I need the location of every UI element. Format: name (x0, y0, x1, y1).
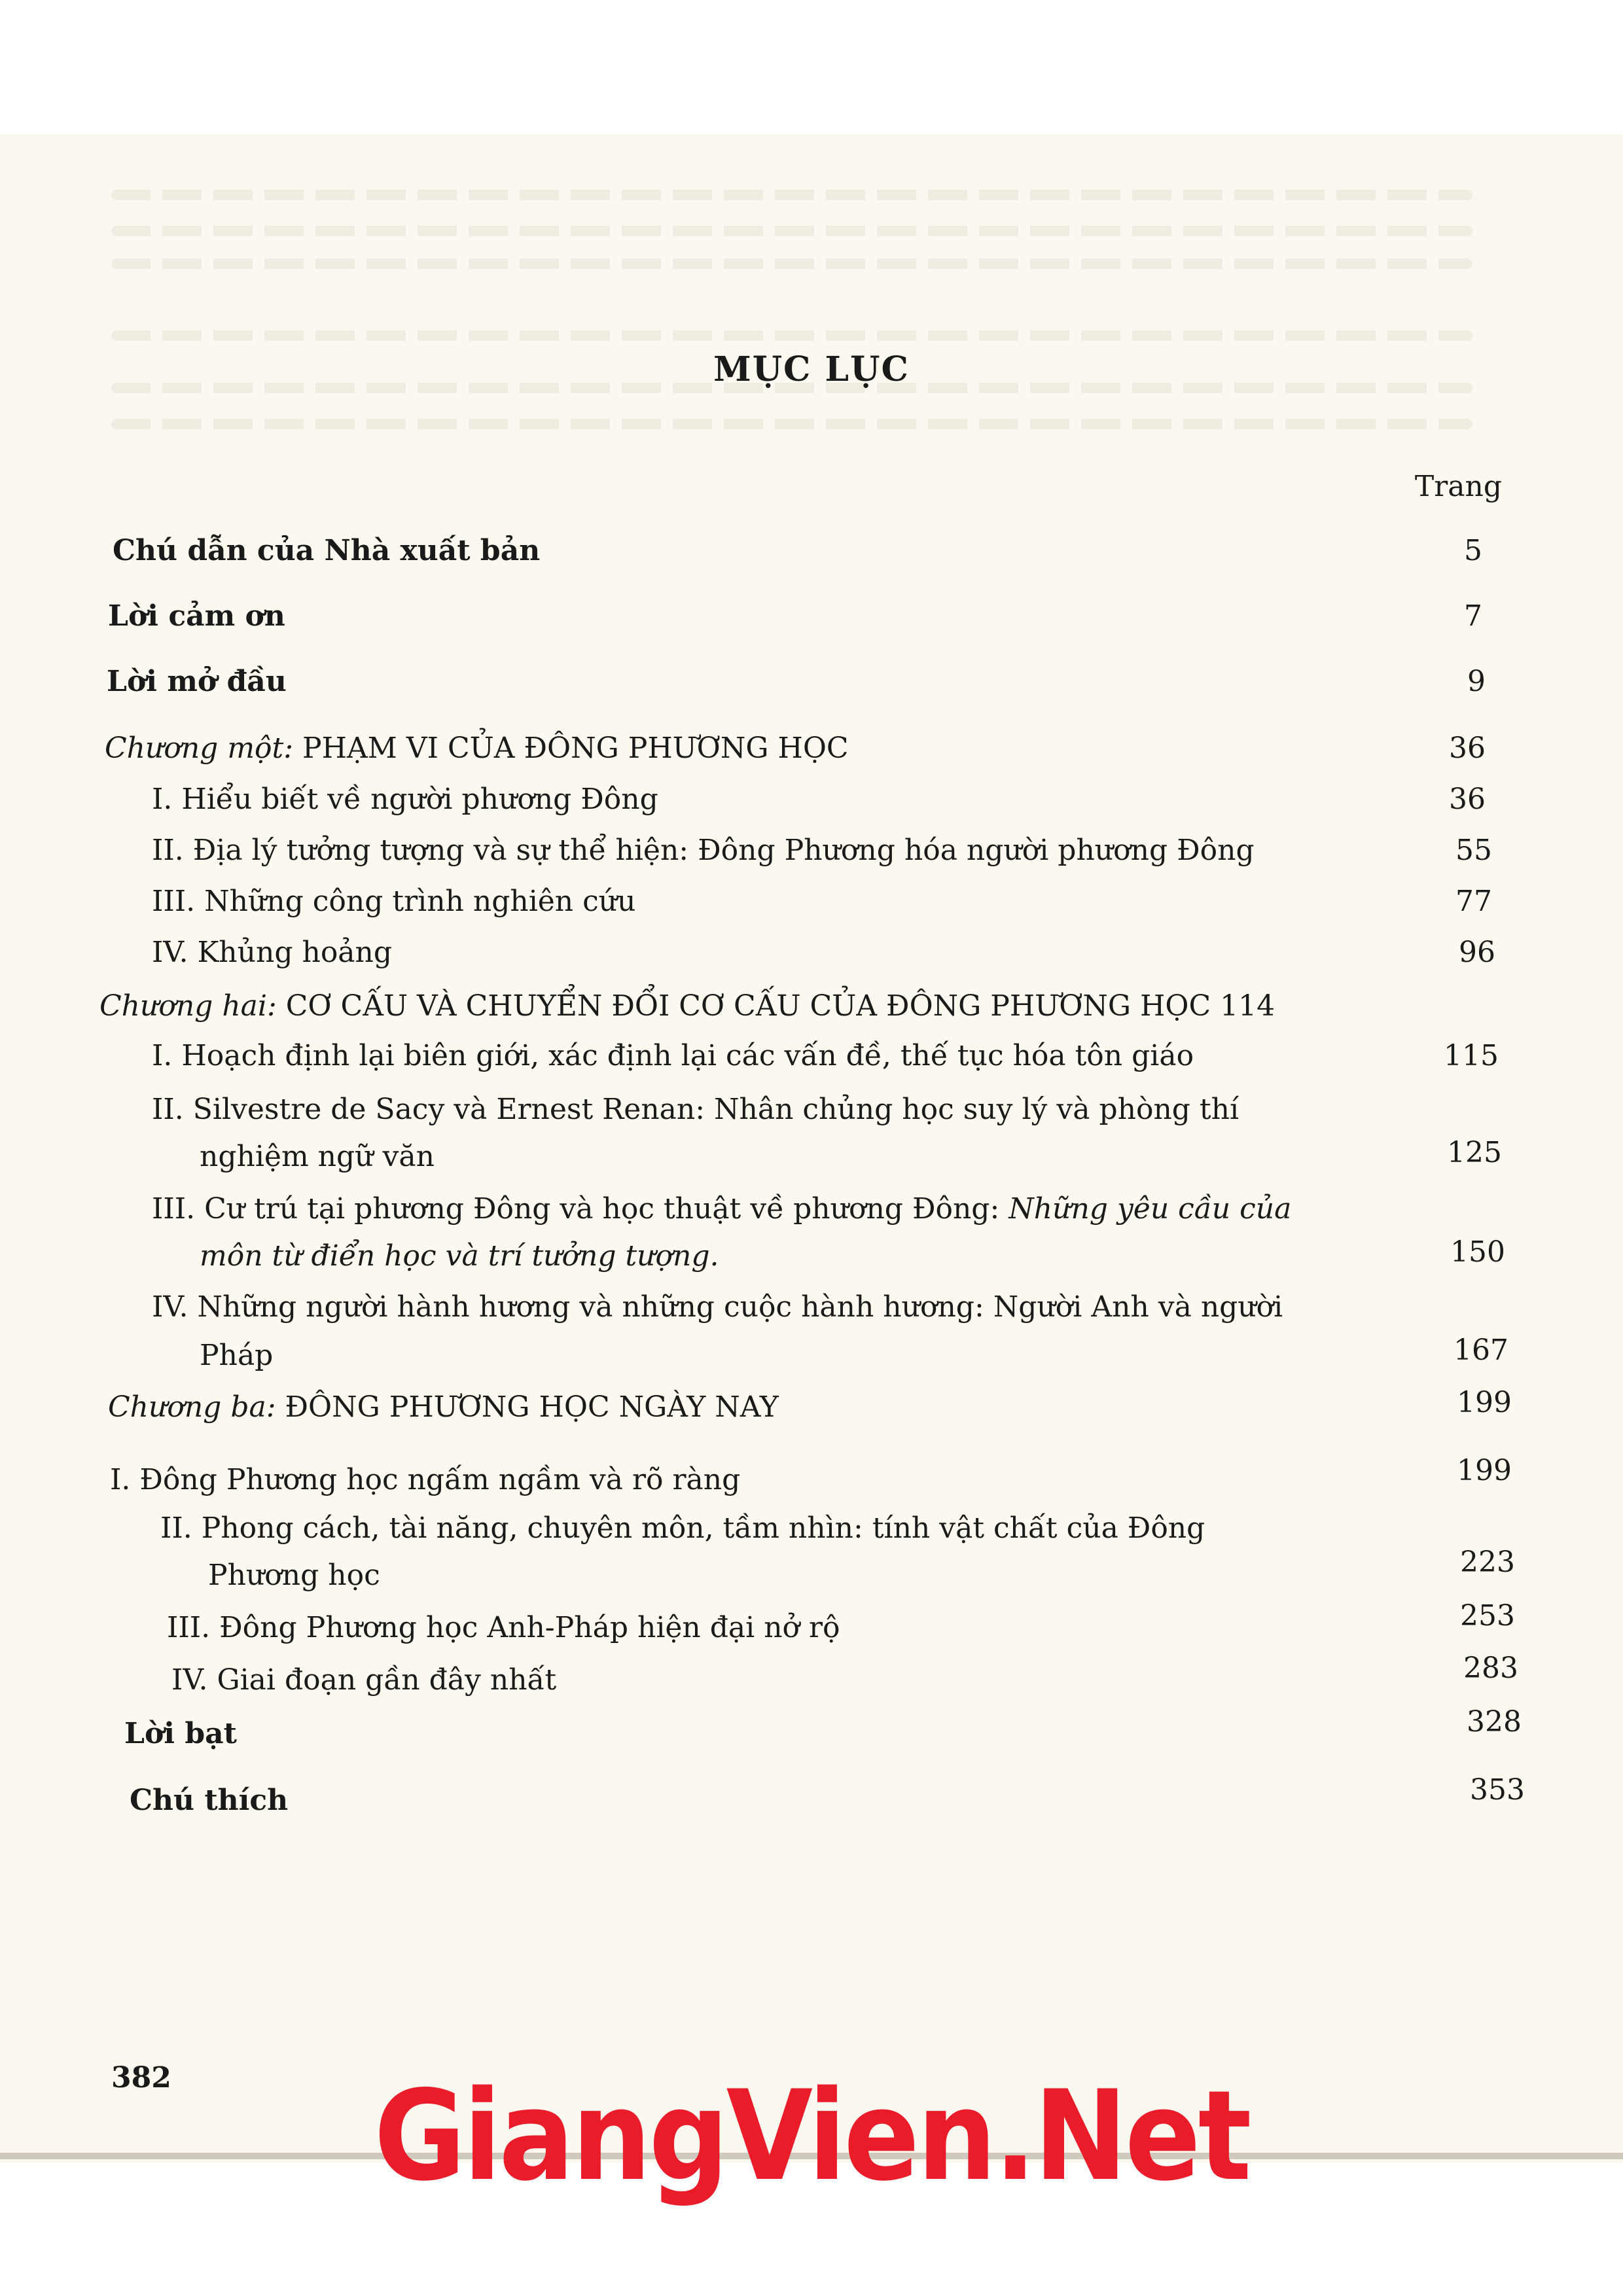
toc-section: II. Phong cách, tài năng, chuyên môn, tầm nhìn: tính vật chất của Đông (160, 1511, 1205, 1545)
page-title: MỤC LỤC (713, 349, 910, 389)
chapter-title: PHẠM VI CỦA ĐÔNG PHƯƠNG HỌC (302, 732, 849, 765)
toc-page-number: 77 (1455, 885, 1492, 918)
bleed-through-line (111, 330, 1472, 341)
toc-section-continued: môn từ điển học và trí tưởng tượng. (200, 1239, 719, 1273)
toc-page-number: 167 (1454, 1333, 1508, 1367)
section-text: III. Cư trú tại phương Đông và học thuật về phương Đông: (152, 1192, 1009, 1226)
toc-section-continued: Pháp (200, 1339, 274, 1372)
toc-section-continued: nghiệm ngữ văn (200, 1140, 435, 1173)
chapter-prefix: Chương một: (105, 732, 294, 765)
chapter-title: CƠ CẤU VÀ CHUYỂN ĐỔI CƠ CẤU CỦA ĐÔNG PHƯƠNG HỌC 114 (285, 989, 1275, 1023)
toc-section: II. Địa lý tưởng tượng và sự thể hiện: Đông Phương hóa người phương Đông (152, 834, 1255, 867)
toc-page-number: 283 (1463, 1651, 1518, 1685)
toc-page-number: 253 (1460, 1599, 1515, 1633)
chapter-prefix: Chương ba: (108, 1390, 276, 1424)
toc-section: IV. Những người hành hương và những cuộc hành hương: Người Anh và người (152, 1290, 1283, 1324)
toc-entry: Chú thích (130, 1784, 289, 1817)
toc-page-number: 199 (1457, 1386, 1512, 1419)
toc-page-number: 55 (1455, 834, 1492, 867)
toc-section (152, 1186, 1291, 1233)
section-italic-text: Những yêu cầu của (1008, 1192, 1292, 1226)
toc-section: I. Đông Phương học ngấm ngầm và rõ ràng (110, 1463, 741, 1496)
toc-section: I. Hiểu biết về người phương Đông (152, 783, 658, 816)
watermark-logo: GiangVien.Net (374, 2064, 1249, 2208)
toc-entry: Lời bạt (124, 1717, 237, 1750)
toc-page-number: 199 (1457, 1454, 1512, 1487)
toc-entry: Lời cảm ơn (108, 599, 285, 633)
page-column-header: Trang (1414, 470, 1502, 503)
toc-section: IV. Khủng hoảng (152, 936, 393, 969)
toc-chapter-heading (105, 725, 849, 772)
toc-page-number: 223 (1460, 1545, 1515, 1579)
toc-page-number: 353 (1470, 1773, 1525, 1807)
toc-page-number: 9 (1467, 665, 1486, 698)
bleed-through-line (111, 226, 1472, 236)
toc-page-number: 125 (1447, 1136, 1502, 1169)
toc-section: III. Những công trình nghiên cứu (152, 885, 636, 918)
bleed-through-line (111, 258, 1472, 269)
toc-section-continued: Phương học (208, 1559, 380, 1592)
toc-page-number: 36 (1449, 732, 1486, 765)
toc-page-number: 5 (1464, 534, 1482, 567)
footer-page-number: 382 (111, 2061, 171, 2094)
toc-entry: Chú dẫn của Nhà xuất bản (113, 534, 541, 567)
toc-page-number: 7 (1464, 599, 1482, 633)
toc-chapter-heading (99, 983, 1275, 1030)
toc-section: III. Đông Phương học Anh-Pháp hiện đại nở rộ (167, 1611, 840, 1644)
toc-page-number: 36 (1449, 783, 1486, 816)
toc-page-number: 328 (1467, 1705, 1522, 1739)
toc-page-number: 96 (1459, 936, 1495, 969)
chapter-prefix: Chương hai: (99, 989, 277, 1023)
chapter-title: ĐÔNG PHƯƠNG HỌC NGÀY NAY (285, 1390, 779, 1424)
bleed-through-line (111, 190, 1472, 200)
toc-chapter-heading (108, 1384, 779, 1431)
toc-page-number: 150 (1450, 1235, 1505, 1269)
bleed-through-line (111, 419, 1472, 429)
toc-section: I. Hoạch định lại biên giới, xác định lại các vấn đề, thế tục hóa tôn giáo (152, 1039, 1194, 1072)
toc-entry: Lời mở đầu (107, 665, 287, 698)
toc-section: IV. Giai đoạn gần đây nhất (171, 1663, 557, 1697)
toc-page-number: 115 (1444, 1039, 1499, 1072)
toc-section: II. Silvestre de Sacy và Ernest Renan: Nhân chủng học suy lý và phòng thí (152, 1093, 1240, 1126)
